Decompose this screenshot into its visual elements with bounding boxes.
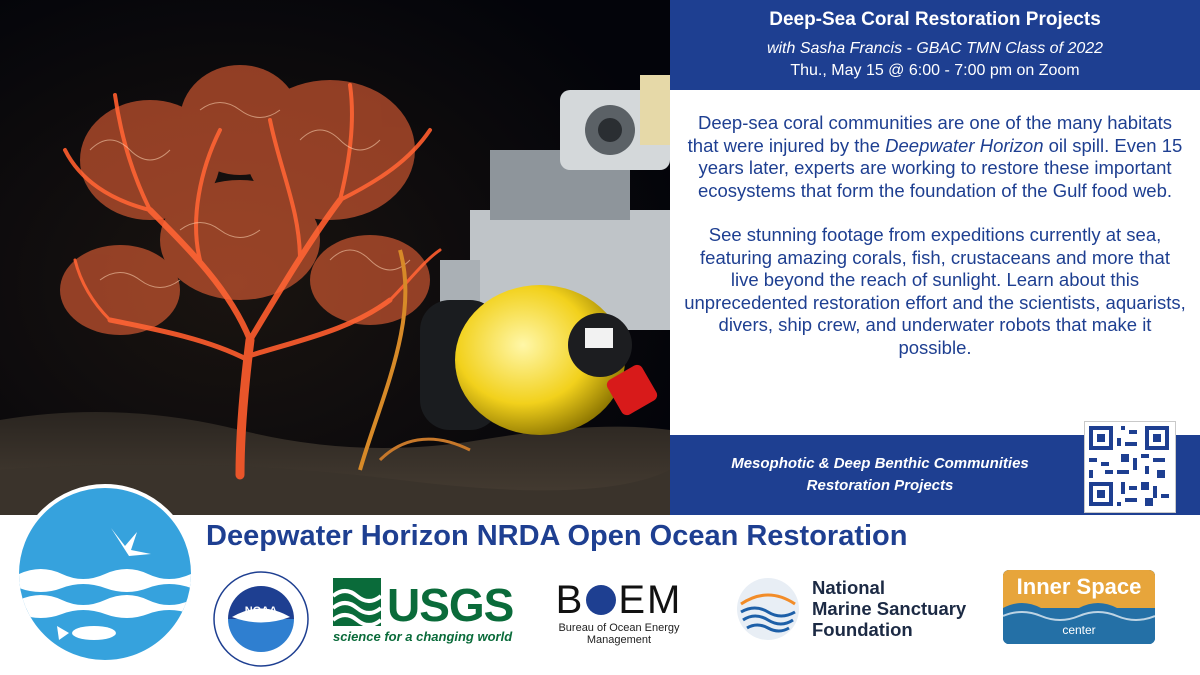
bird-wave-fish-icon xyxy=(19,488,191,660)
noaa-word: NOAA xyxy=(244,605,278,617)
nmsf-logo xyxy=(735,574,985,644)
inner-space-center-logo xyxy=(1003,570,1155,644)
boem-em: EM xyxy=(618,578,683,622)
description-paragraph-2: See stunning footage from expeditions currently at sea, featuring amazing corals, fish, crustaceans and more that live beyond the reach of sunlight. Learn about this unprecedented restoration effort and the scientists, aquarists, divers, ship crew, and underwater robots that make it possible. xyxy=(684,224,1186,358)
boem-circle-icon xyxy=(586,585,616,615)
usgs-logo xyxy=(333,578,513,648)
open-ocean-restoration-logo xyxy=(15,484,195,664)
event-presenter: with Sasha Francis - GBAC TMN Class of 2022 xyxy=(766,40,1104,57)
isc-center: center xyxy=(1062,623,1096,637)
nmsf-line1: National xyxy=(812,577,885,598)
noaa-logo xyxy=(212,570,310,668)
boem-logo xyxy=(540,578,698,650)
project-name-line2: Restoration Projects xyxy=(806,477,954,494)
event-datetime: Thu., May 15 @ 6:00 - 7:00 pm on Zoom xyxy=(790,62,1080,79)
program-title: Deepwater Horizon NRDA Open Ocean Restoration xyxy=(206,520,908,552)
nmsf-wave-icon xyxy=(735,576,801,642)
coral-rov-photo xyxy=(0,0,670,515)
nmsf-line2: Marine Sanctuary xyxy=(812,598,967,619)
noaa-icon xyxy=(212,570,310,668)
project-name-line1: Mesophotic & Deep Benthic Communities xyxy=(731,455,1029,472)
event-header xyxy=(670,0,1200,90)
project-bar xyxy=(670,435,1200,515)
project-name xyxy=(680,453,1080,497)
event-title: Deep-Sea Coral Restoration Projects xyxy=(769,9,1101,30)
isc-name: Inner Space xyxy=(1016,574,1142,599)
usgs-wave-icon xyxy=(333,578,381,626)
boem-sub-2: Management xyxy=(586,634,652,646)
p1-italic: Deepwater Horizon xyxy=(885,134,1044,156)
deep-sea-scene xyxy=(0,0,670,515)
p1-before: Deep-sea coral communities are one of the many habitats that were injured by the xyxy=(687,112,1173,156)
usgs-tagline: science for a changing world xyxy=(333,629,513,644)
qr-code-icon xyxy=(1085,422,1173,510)
boem-sub-1: Bureau of Ocean Energy xyxy=(558,622,680,634)
boem-word xyxy=(540,578,698,622)
event-description xyxy=(670,90,1200,435)
nmsf-text xyxy=(812,577,966,640)
nmsf-line3: Foundation xyxy=(812,619,913,640)
qr-code[interactable] xyxy=(1084,421,1176,513)
description-paragraph-1 xyxy=(684,112,1186,202)
boem-b: B xyxy=(555,578,585,622)
p1-after: oil spill. Even 15 years later, experts are working to restore these important ecosystems that form the foundation of the Gulf food web. xyxy=(697,134,1183,201)
usgs-word: USGS xyxy=(387,579,514,631)
